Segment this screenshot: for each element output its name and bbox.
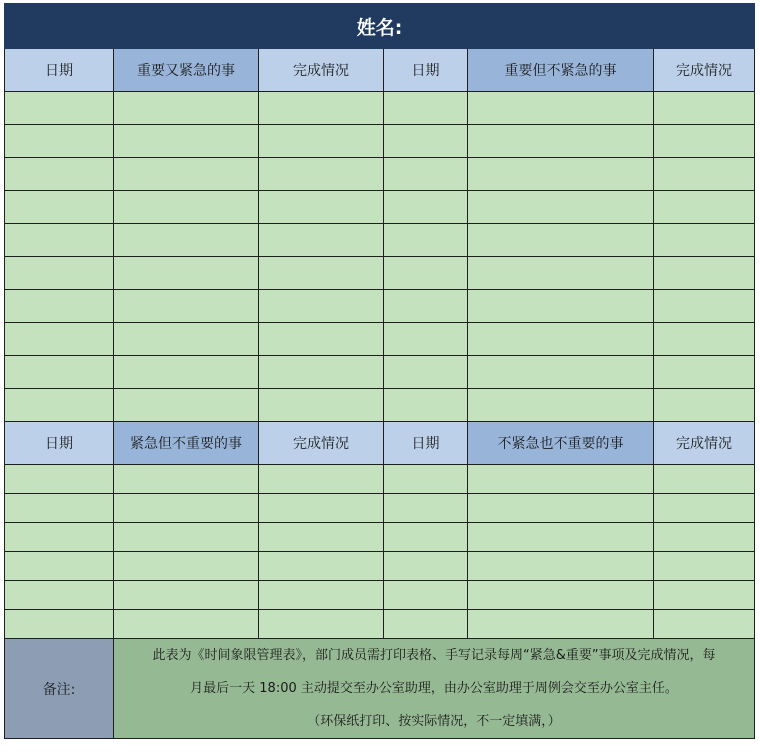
entry-cell[interactable] (384, 224, 468, 257)
entry-cell[interactable] (654, 523, 755, 552)
entry-cell[interactable] (654, 125, 755, 158)
entry-cell[interactable] (5, 465, 114, 494)
entry-cell[interactable] (384, 465, 468, 494)
table-row (5, 610, 755, 639)
entry-cell[interactable] (5, 323, 114, 356)
entry-cell[interactable] (654, 257, 755, 290)
entry-cell[interactable] (114, 552, 259, 581)
entry-cell[interactable] (468, 552, 654, 581)
entry-cell[interactable] (259, 191, 384, 224)
notes-line-3: （环保纸打印、按实际情况，不一定填满，） (307, 714, 561, 729)
entry-cell[interactable] (384, 290, 468, 323)
entry-cell[interactable] (5, 92, 114, 125)
entry-cell[interactable] (468, 224, 654, 257)
table-row (5, 290, 755, 323)
time-quadrant-table (4, 3, 755, 739)
entry-cell[interactable] (5, 523, 114, 552)
entry-cell[interactable] (468, 581, 654, 610)
table-row (5, 523, 755, 552)
table-row (5, 323, 755, 356)
table-row (5, 552, 755, 581)
bottom-header-row (5, 422, 755, 465)
entry-cell[interactable] (468, 191, 654, 224)
entry-cell[interactable] (5, 610, 114, 639)
notes-label: 备注: (5, 639, 114, 739)
entry-cell[interactable] (114, 389, 259, 422)
entry-cell[interactable] (468, 389, 654, 422)
entry-cell[interactable] (5, 356, 114, 389)
entry-cell[interactable] (384, 257, 468, 290)
entry-cell[interactable] (5, 158, 114, 191)
entry-cell[interactable] (384, 523, 468, 552)
title-row (5, 4, 755, 49)
entry-cell[interactable] (259, 494, 384, 523)
header-status-4: 完成情况 (654, 422, 755, 465)
entry-cell[interactable] (259, 224, 384, 257)
entry-cell[interactable] (384, 125, 468, 158)
sheet-title: 姓名: (5, 4, 755, 49)
entry-cell[interactable] (468, 158, 654, 191)
notes-line-2: 月最后一天 18:00 主动提交至办公室助理，由办公室助理于周例会交至办公室主任。 (190, 681, 678, 696)
entry-cell[interactable] (384, 158, 468, 191)
entry-cell[interactable] (384, 356, 468, 389)
entry-cell[interactable] (384, 581, 468, 610)
entry-cell[interactable] (259, 581, 384, 610)
header-date-3: 日期 (5, 422, 114, 465)
header-status-1: 完成情况 (259, 49, 384, 92)
entry-cell[interactable] (654, 494, 755, 523)
entry-cell[interactable] (114, 158, 259, 191)
top-header-row (5, 49, 755, 92)
entry-cell[interactable] (384, 191, 468, 224)
entry-cell[interactable] (654, 610, 755, 639)
entry-cell[interactable] (114, 290, 259, 323)
entry-cell[interactable] (114, 323, 259, 356)
table-row (5, 465, 755, 494)
entry-cell[interactable] (468, 610, 654, 639)
entry-cell[interactable] (114, 610, 259, 639)
header-status-3: 完成情况 (259, 422, 384, 465)
table-row (5, 257, 755, 290)
entry-cell[interactable] (654, 465, 755, 494)
entry-cell[interactable] (654, 323, 755, 356)
entry-cell[interactable] (384, 552, 468, 581)
notes-row (5, 639, 755, 739)
entry-cell[interactable] (259, 158, 384, 191)
entry-cell[interactable] (654, 158, 755, 191)
entry-cell[interactable] (468, 465, 654, 494)
header-important-urgent: 重要又紧急的事 (114, 49, 259, 92)
entry-cell[interactable] (114, 92, 259, 125)
header-status-2: 完成情况 (654, 49, 755, 92)
entry-cell[interactable] (259, 389, 384, 422)
entry-cell[interactable] (468, 523, 654, 552)
entry-cell[interactable] (384, 323, 468, 356)
entry-cell[interactable] (259, 92, 384, 125)
entry-cell[interactable] (5, 257, 114, 290)
time-quadrant-sheet (4, 3, 754, 739)
entry-cell[interactable] (5, 581, 114, 610)
table-row (5, 356, 755, 389)
entry-cell[interactable] (114, 224, 259, 257)
entry-cell[interactable] (654, 581, 755, 610)
header-not-urgent-not-important: 不紧急也不重要的事 (468, 422, 654, 465)
table-row (5, 389, 755, 422)
table-row (5, 191, 755, 224)
entry-cell[interactable] (259, 323, 384, 356)
table-row (5, 224, 755, 257)
entry-cell[interactable] (259, 356, 384, 389)
entry-cell[interactable] (384, 610, 468, 639)
entry-cell[interactable] (114, 257, 259, 290)
entry-cell[interactable] (654, 389, 755, 422)
table-row (5, 494, 755, 523)
entry-cell[interactable] (468, 290, 654, 323)
entry-cell[interactable] (259, 465, 384, 494)
entry-cell[interactable] (114, 191, 259, 224)
entry-cell[interactable] (259, 290, 384, 323)
entry-cell[interactable] (259, 552, 384, 581)
entry-cell[interactable] (114, 523, 259, 552)
entry-cell[interactable] (5, 290, 114, 323)
notes-body (114, 639, 755, 739)
entry-cell[interactable] (468, 257, 654, 290)
entry-cell[interactable] (5, 494, 114, 523)
entry-cell[interactable] (384, 389, 468, 422)
entry-cell[interactable] (654, 92, 755, 125)
entry-cell[interactable] (654, 552, 755, 581)
entry-cell[interactable] (114, 125, 259, 158)
entry-cell[interactable] (114, 356, 259, 389)
header-date-1: 日期 (5, 49, 114, 92)
entry-cell[interactable] (5, 125, 114, 158)
table-row (5, 581, 755, 610)
entry-cell[interactable] (259, 125, 384, 158)
entry-cell[interactable] (384, 494, 468, 523)
entry-cell[interactable] (654, 224, 755, 257)
entry-cell[interactable] (384, 92, 468, 125)
header-date-2: 日期 (384, 49, 468, 92)
entry-cell[interactable] (5, 389, 114, 422)
entry-cell[interactable] (654, 191, 755, 224)
header-date-4: 日期 (384, 422, 468, 465)
entry-cell[interactable] (468, 125, 654, 158)
entry-cell[interactable] (259, 257, 384, 290)
table-row (5, 158, 755, 191)
table-row (5, 92, 755, 125)
entry-cell[interactable] (5, 224, 114, 257)
entry-cell[interactable] (468, 323, 654, 356)
entry-cell[interactable] (114, 581, 259, 610)
entry-cell[interactable] (654, 356, 755, 389)
table-row (5, 125, 755, 158)
entry-cell[interactable] (114, 465, 259, 494)
entry-cell[interactable] (468, 92, 654, 125)
entry-cell[interactable] (468, 494, 654, 523)
entry-cell[interactable] (259, 523, 384, 552)
header-important-not-urgent: 重要但不紧急的事 (468, 49, 654, 92)
header-urgent-not-important: 紧急但不重要的事 (114, 422, 259, 465)
entry-cell[interactable] (5, 191, 114, 224)
entry-cell[interactable] (114, 494, 259, 523)
entry-cell[interactable] (5, 552, 114, 581)
notes-line-1: 此表为《时间象限管理表》，部门成员需打印表格、手写记录每周“紧急&重要”事项及完成情况，每 (152, 648, 716, 663)
entry-cell[interactable] (259, 610, 384, 639)
entry-cell[interactable] (654, 290, 755, 323)
entry-cell[interactable] (468, 356, 654, 389)
